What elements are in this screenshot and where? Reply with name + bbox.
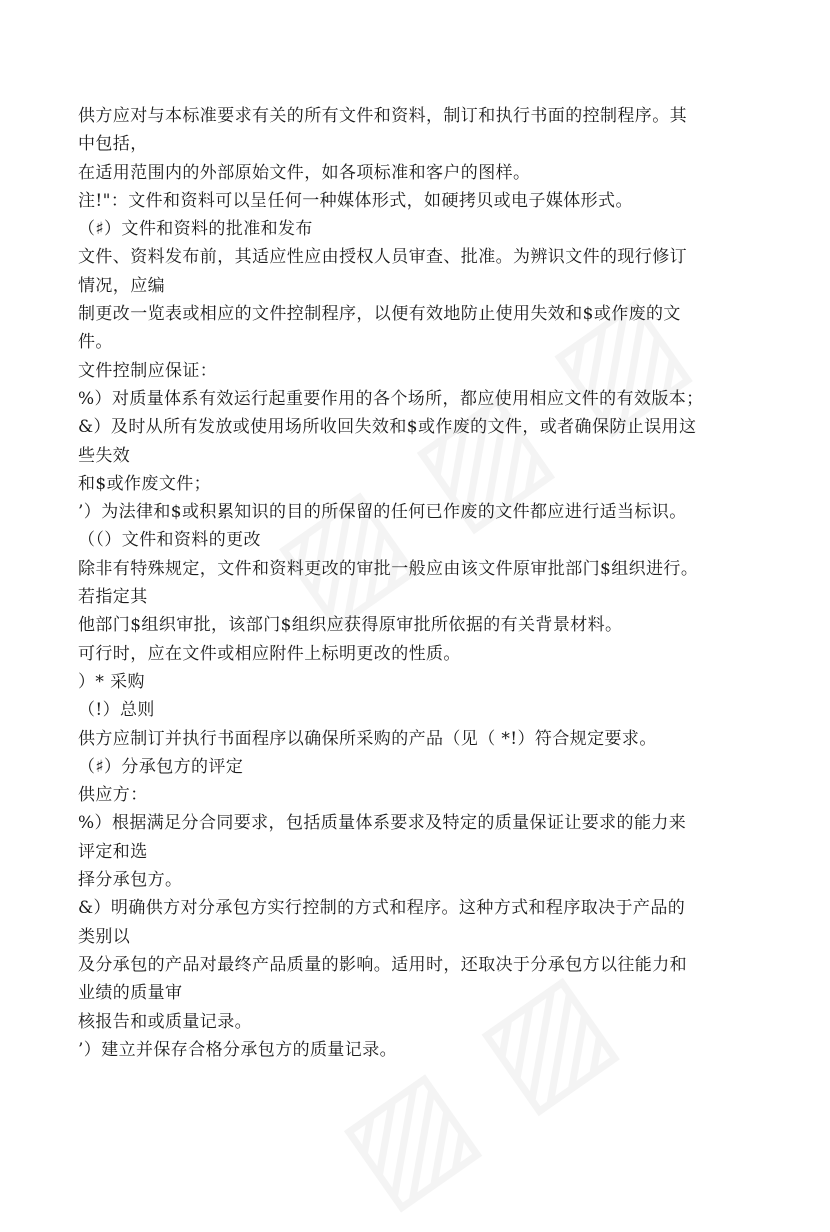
text-line: 件。 [78, 332, 113, 353]
text-line: 评定和选 [78, 841, 148, 862]
text-line: 及分承包的产品对最终产品质量的影响。适用时，还取决于分承包方以往能力和 [78, 954, 687, 975]
text-line: 类别以 [78, 926, 131, 947]
list-item: %）对质量体系有效运行起重要作用的各个场所，都应使用相应文件的有效版本； [78, 388, 704, 409]
text-line: 注!"：文件和资料可以呈任何一种媒体形式，如硬拷贝或电子媒体形式。 [78, 190, 633, 211]
text-line: 在适用范围内的外部原始文件，如各项标准和客户的图样。 [78, 162, 531, 183]
list-item: ’）建立并保存合格分承包方的质量记录。 [78, 1039, 398, 1060]
text-line: 供方应对与本标准要求有关的所有文件和资料，制订和执行书面的控制程序。其 [78, 106, 687, 126]
text-line: 核报告和或质量记录。 [78, 1011, 252, 1032]
list-item: &）明确供方对分承包方实行控制的方式和程序。这种方式和程序取决于产品的 [78, 898, 686, 919]
section-heading: （♯）文件和资料的批准和发布 [78, 219, 313, 240]
text-line: 业绩的质量审 [78, 983, 183, 1004]
text-line: 可行时，应在文件或相应附件上标明更改的性质。 [78, 643, 461, 664]
text-line: 文件控制应保证： [78, 360, 218, 381]
text-line: 他部门$组织审批，该部门$组织应获得原审批所依据的有关背景材料。 [78, 615, 623, 636]
text-line: 若指定其 [78, 587, 148, 608]
text-line: 制更改一览表或相应的文件控制程序，以便有效地防止使用失效和$或作废的文 [78, 304, 681, 325]
list-item: ’）为法律和$或积累知识的目的所保留的任何已作废的文件都应进行适当标识。 [78, 502, 687, 523]
section-heading: ）* 采购 [78, 671, 145, 692]
section-heading: （!）总则 [78, 700, 155, 721]
text-line: 文件、资料发布前，其适应性应由授权人员审查、批准。为辨识文件的现行修订 [78, 247, 687, 268]
list-item: &）及时从所有发放或使用场所收回失效和$或作废的文件，或者确保防止误用这 [78, 417, 697, 438]
text-line: 中包括， [78, 134, 148, 155]
text-line: 除非有特殊规定，文件和资料更改的审批一般应由该文件原审批部门$组织进行。 [78, 558, 699, 579]
text-line: 择分承包方。 [78, 870, 183, 891]
text-line: 些失效 [78, 445, 131, 466]
section-heading: （♯）分承包方的评定 [78, 756, 244, 777]
list-item: %）根据满足分合同要求，包括质量体系要求及特定的质量保证让要求的能力来 [78, 813, 687, 834]
document-body [78, 102, 768, 1064]
text-line: 和$或作废文件； [78, 473, 212, 494]
text-line: 供方应制订并执行书面程序以确保所采购的产品（见（ *!）符合规定要求。 [78, 728, 657, 749]
text-line: 情况，应编 [78, 275, 165, 296]
section-heading: （（）文件和资料的更改 [78, 530, 261, 551]
text-line: 供应方： [78, 785, 148, 806]
